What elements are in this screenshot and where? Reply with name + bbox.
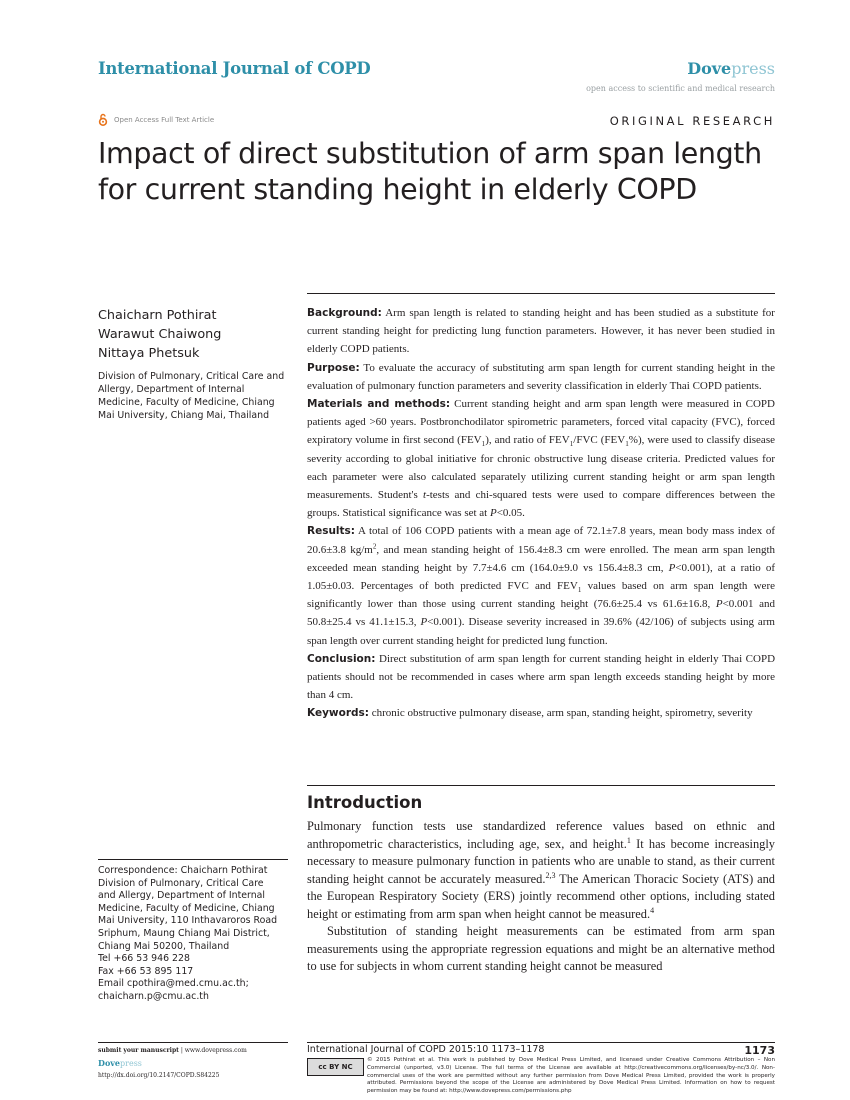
divider [98, 859, 288, 860]
footer-dove-logo[interactable]: Dovepress [98, 1058, 142, 1068]
submit-manuscript-link[interactable]: submit your manuscript | www.dovepress.com [98, 1047, 247, 1054]
divider [98, 1042, 288, 1043]
author-name: Chaicharn Pothirat [98, 308, 217, 323]
correspondence-email[interactable]: Email cpothira@med.cmu.ac.th; [98, 978, 249, 990]
open-access-badge [98, 113, 214, 126]
correspondence-line: and Allergy, Department of Internal [98, 890, 266, 902]
abstract-purpose: Purpose: To evaluate the accuracy of substituting arm span length for current standing height in the evaluation of pulmonary function parameters and severity classification in elderly Thai COPD patients. [307, 361, 775, 392]
author-list [98, 306, 221, 363]
author-name: Warawut Chaiwong [98, 327, 222, 342]
correspondence-line: Chiang Mai 50200, Thailand [98, 940, 230, 952]
abstract-results: Results: A total of 106 COPD patients with a mean age of 72.1±7.8 years, mean body mass index of 20.6±3.8 $kg/m^2$, and mean standing height of 156.4±8.3 cm were enrolled. The mean arm span length exceeded mean standing height by 7.7±4.6 cm (164.0±9.0 vs 156.4±8.3 cm, P<0.001), at a ratio of 1.05±0.03. Percentages of both predicted FVC and $FEV_1$ values based on arm span length were significantly lower than those using current standing height (76.6±25.4 vs 61.6±16.8, P<0.001 and 50.8±25.4 vs 41.1±15.3, P<0.001). Disease severity increased in 39.6% (42/106) of subjects using arm span length over current standing height for predicted lung function. [307, 525, 776, 647]
footer-citation: International Journal of COPD 2015:10 1173–1178 [307, 1044, 545, 1055]
paragraph: Pulmonary function tests use standardized reference values based on ethnic and anthropometric characteristics, including age, sex, and height.$^1$ It has become increasingly necessary to measure pulmonary function in patients who are unable to stand, as their current standing height cannot be accurately measured.$^{2,3}$ The American Thoracic Society (ATS) and the European Respiratory Society (ERS) jointly recommend other options, including stated height or estimating from arm span when height cannot be measured.$^4$ [307, 819, 776, 921]
correspondence-line: Fax +66 53 895 117 [98, 965, 194, 977]
correspondence-line: Correspondence: Chaicharn Pothirat [98, 865, 268, 876]
correspondence-line: Sriphum, Maung Chiang Mai District, [98, 927, 270, 939]
abstract [307, 304, 775, 723]
license-text: © 2015 Pothirat et al. This work is published by Dove Medical Press Limited, and licensed under Creative Commons Attribution – Non Commercial (unported, v3.0) License. The full terms of the License are available at http://creativecommons.org/licenses/by-nc/3.0/. Non-commercial uses of the work are permitted without any further permission from Dove Medical Press Limited, provided the work is properly attributed. Permissions beyond the scope of the License are administered by Dove Medical Press Limited. Information on how to request permission may be found at: http://www.dovepress.com/permissions.php [367, 1057, 775, 1095]
divider [307, 1042, 775, 1043]
correspondence-line: Mai University, 110 Inthavaroros Road [98, 915, 278, 927]
paragraph: Substitution of standing height measurements can be estimated from arm span measurements using the appropriate regression equations and might be an alternative method to use for subjects in whom current standing height cannot be measured [307, 924, 775, 973]
correspondence-line: Medicine, Faculty of Medicine, Chiang [98, 902, 275, 914]
title-line-2: for current standing height in elderly COPD [98, 173, 697, 206]
author-name: Nittaya Phetsuk [98, 346, 200, 361]
citation-ref[interactable]: 2,3 [545, 870, 556, 880]
open-access-lock-icon [98, 113, 108, 126]
title-line-1: Impact of direct substitution of arm span length [98, 137, 762, 170]
page-number: 1173 [744, 1044, 775, 1057]
citation-ref[interactable]: 1 [626, 835, 631, 845]
correspondence [98, 865, 288, 1004]
correspondence-line: Division of Pulmonary, Critical Care [98, 877, 264, 889]
article-type: ORIGINAL RESEARCH [609, 114, 775, 128]
journal-name: International Journal of COPD [98, 59, 371, 78]
affiliation: Division of Pulmonary, Critical Care and Allergy, Department of Internal Medicine, Faculty of Medicine, Chiang Mai University, Chiang Mai, Thailand [98, 371, 285, 421]
abstract-conclusion: Conclusion: Direct substitution of arm span length for current standing height in elderly Thai COPD patients should not be recommended in cases where arm span length exceeds standing height by more than 4 cm. [307, 652, 776, 702]
open-access-label: Open Access Full Text Article [114, 115, 215, 124]
introduction-text [307, 818, 775, 976]
citation-ref[interactable]: 4 [650, 905, 655, 915]
article-title [98, 136, 798, 208]
abstract-methods: Materials and methods: Current standing height and arm span length were measured in COPD patients aged >60 years. Postbronchodilator spirometric parameters, forced vital capacity (FVC), forced expiratory volume in first second $(FEV_1)$, and ratio of $FEV_1$/FVC $(FEV_1\%)$, were used to classify disease severity according to global initiative for chronic obstructive lung disease criteria. Predicted values for each parameter were also calculated separately utilizing current standing height or arm span length measurements. Student's t-tests and chi-squared tests were used to compare differences between the groups. Statistical significance was set at P<0.05. [307, 398, 775, 520]
publisher-tagline: open access to scientific and medical research [586, 84, 775, 93]
doi-link[interactable]: http://dx.doi.org/10.2147/COPD.S84225 [98, 1072, 220, 1079]
correspondence-line: Tel +66 53 946 228 [98, 953, 190, 965]
publisher-logo[interactable]: Dovepress [687, 59, 775, 78]
divider [307, 785, 775, 786]
correspondence-email[interactable]: chaicharn.p@cmu.ac.th [98, 990, 209, 1002]
abstract-keywords: Keywords: chronic obstructive pulmonary disease, arm span, standing height, spirometry, severity [307, 707, 753, 720]
footer-publisher [98, 1045, 247, 1082]
abstract-background: Background: Arm span length is related to standing height and has been studied as a substitute for current standing height for predicting lung function parameters. However, it has never been studied in elderly COPD patients. [307, 307, 775, 356]
section-heading-introduction: Introduction [307, 793, 423, 812]
divider [307, 293, 775, 294]
creative-commons-badge[interactable]: cc BY NC [307, 1058, 364, 1076]
